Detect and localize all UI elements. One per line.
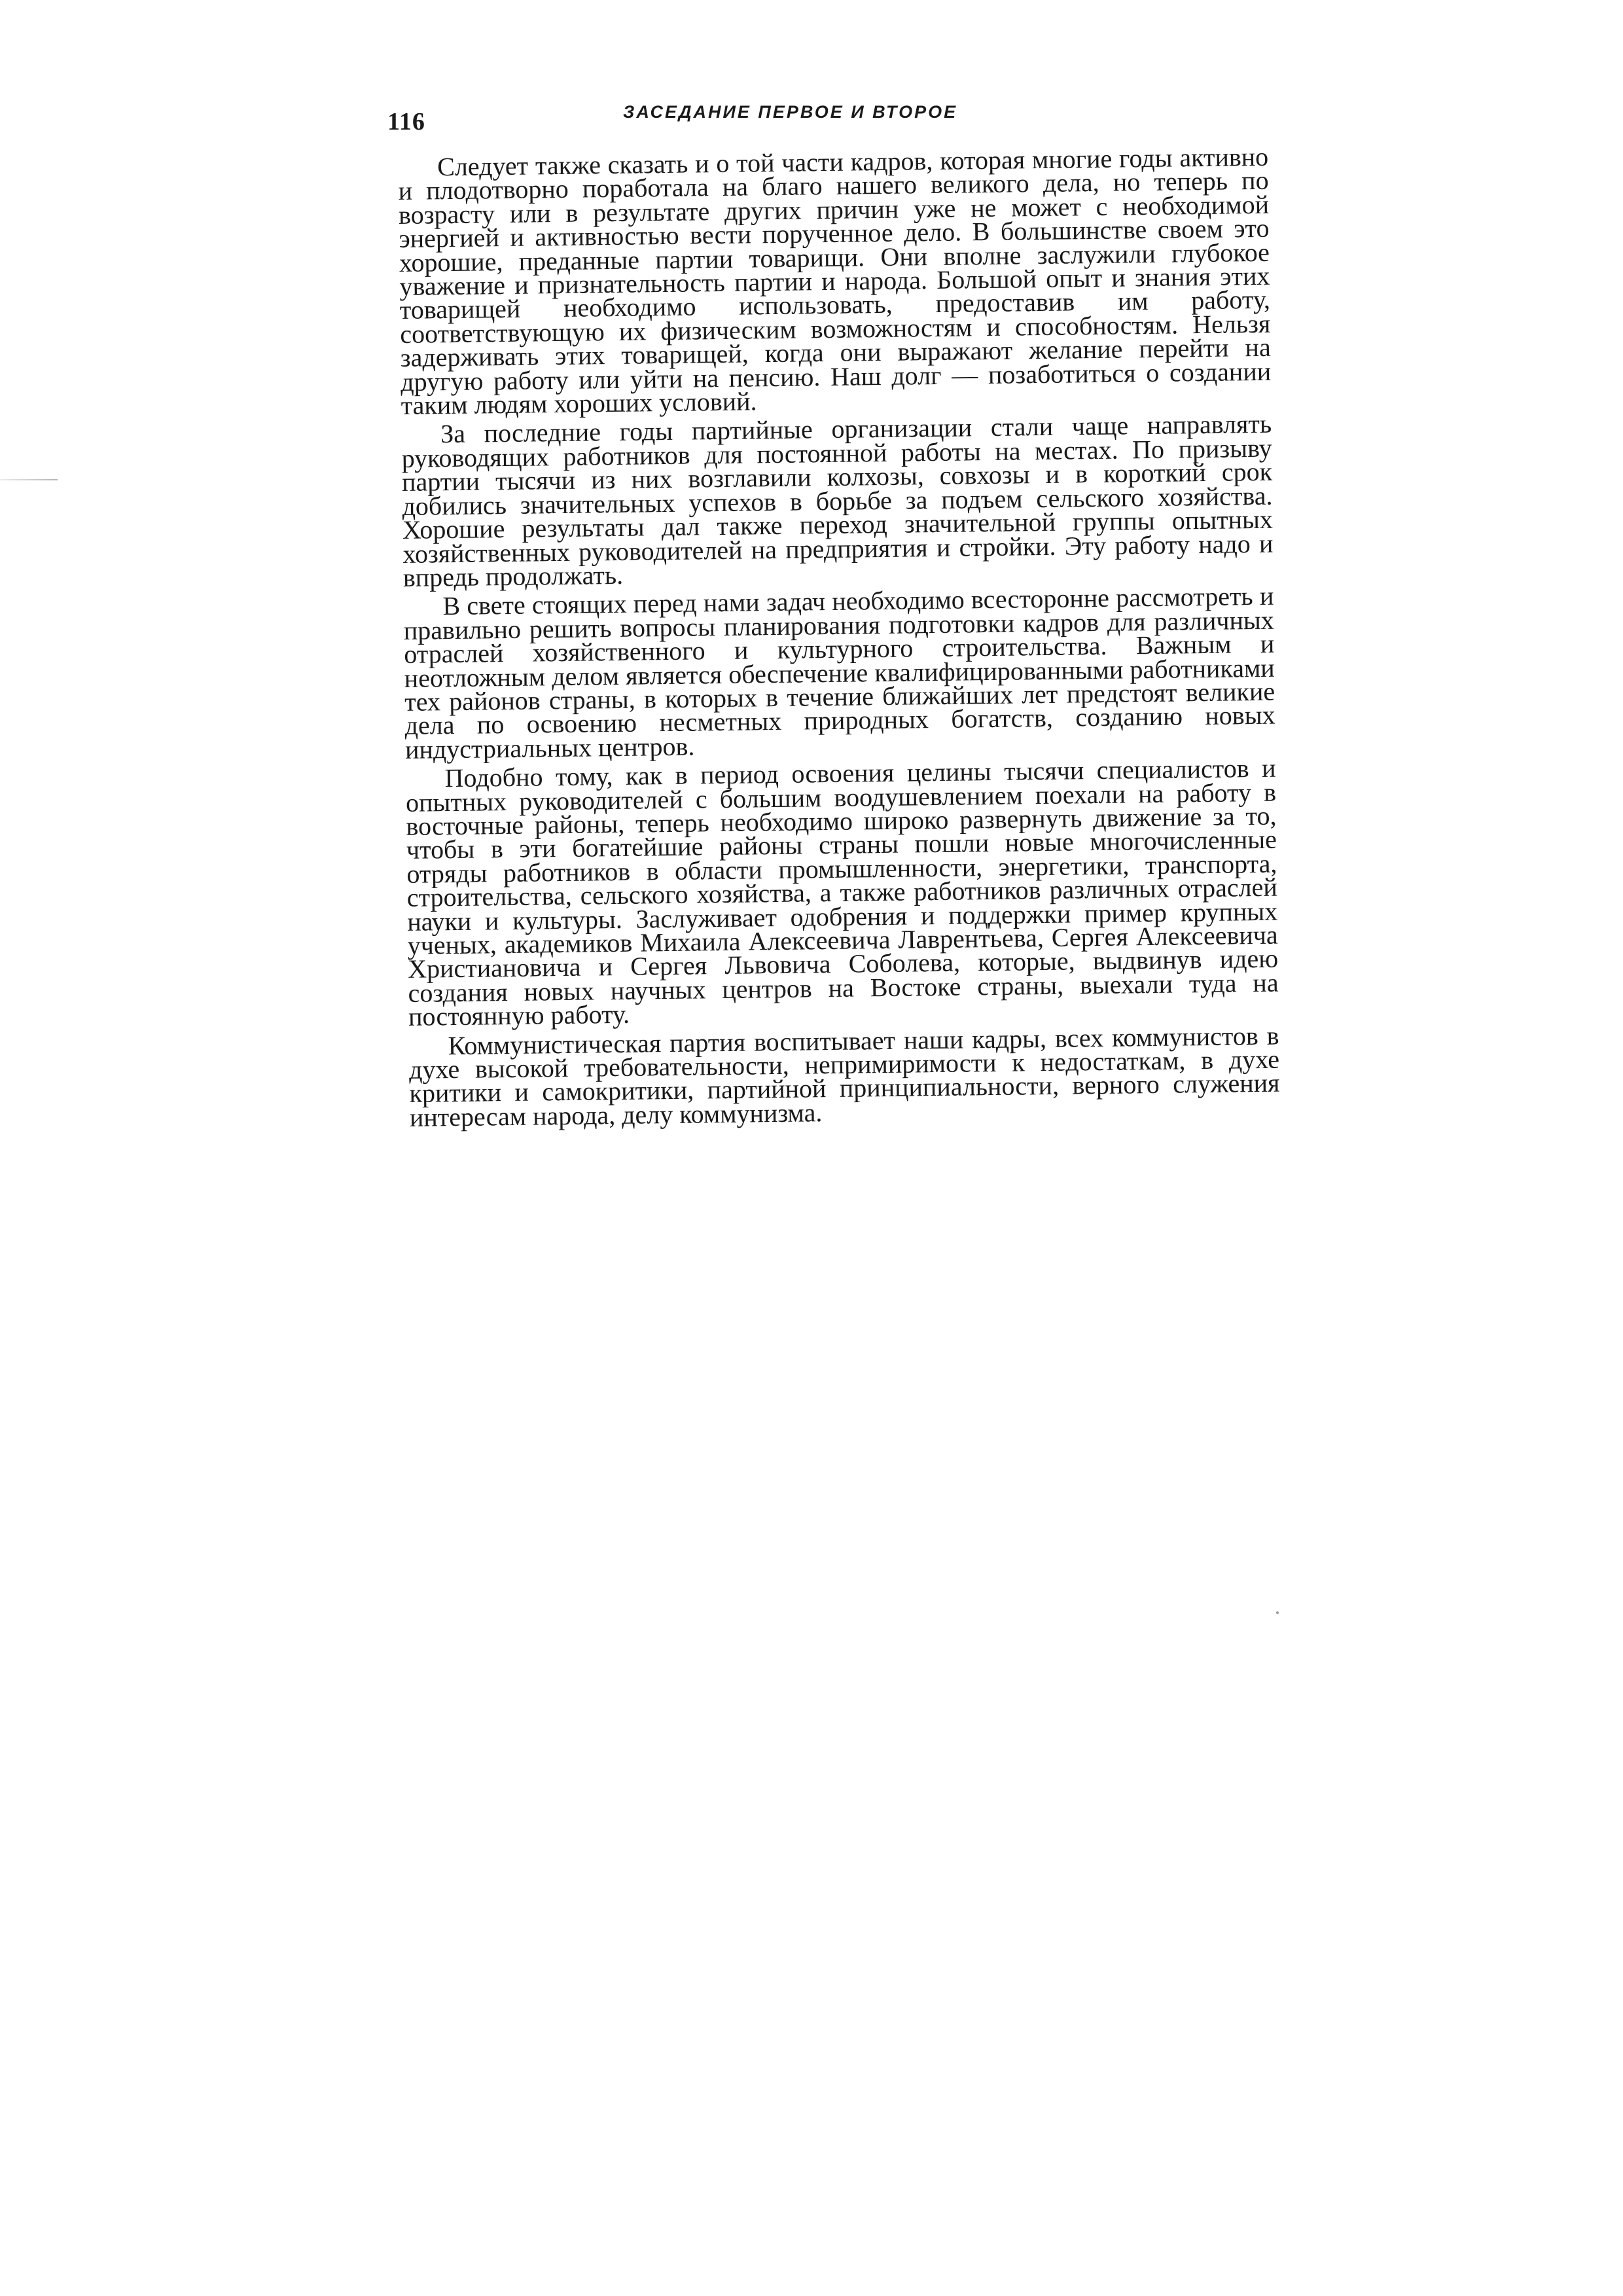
section-title: ЗАСЕДАНИЕ ПЕРВОЕ И ВТОРОЕ <box>623 102 958 122</box>
paragraph-5: Коммунистическая партия воспитывает наши кадры, всех коммунистов в духе высокой требовательности, непримиримости к недостаткам, в духе критики и самокритики, партийной принципиальности, верного служения интересам народа, делу коммунизма. <box>408 1020 1280 1132</box>
running-head <box>387 98 1277 137</box>
paragraph-4: Подобно тому, как в период освоения целины тысячи специалистов и опытных руководителей с большим воодушевлением поехали на работу в восточные районы, теперь необходимо широко развернуть движение за то, чтобы в эти богатейшие районы страны пошли новые многочисленные отряды работников в области промышленности, энергетики, транспорта, строительства, сельского хозяйства, а также работников различных отраслей науки и культуры. Заслуживает одобрения и поддержки пример крупных ученых, академиков Михаила Алексеевича Лаврентьева, Сергея Алексеевича Христиановича и Сергея Львовича Соболева, которые, выдвинув идею создания новых научных центров на Востоке страны, выехали туда на постоянную работу. <box>405 753 1279 1032</box>
body-text <box>398 141 1280 1135</box>
paragraph-3: В свете стоящих перед нами задач необходимо всесторонне рассмотреть и правильно решить вопросы планирования подготовки кадров для различных отраслей хозяйственного и культурного строительства. Важным и неотложным делом является обеспечение квалифицированными работниками тех районов страны, в которых в течение ближайших лет предстоят великие дела по освоению несметных природных богатств, созданию новых индустриальных центров. <box>403 581 1275 764</box>
scan-edge-mark <box>0 479 58 480</box>
paragraph-2: За последние годы партийные организации стали чаще направлять руководящих работников для постоянной работы на местах. По призыву партии тысячи из них возглавили колхозы, совхозы и в короткий срок добились значительных успехов в борьбе за подъем сельского хозяйства. Хорошие результаты дал также переход значительной группы опытных хозяйственных руководителей на предприятия и стройки. Эту работу надо и впредь продолжать. <box>401 409 1274 592</box>
scan-speck <box>1276 1611 1279 1614</box>
page-number: 116 <box>387 108 425 135</box>
paragraph-1: Следует также сказать и о той части кадров, которая многие годы активно и плодотворно поработала на благо нашего великого дела, но теперь по возрасту или в результате других причин уже не может с необходимой энергией и активностью вести порученное дело. В большинстве своем это хорошие, преданные партии товарищи. Они вполне заслужили глубокое уважение и признательность партии и народа. Большой опыт и знания этих товарищей необходимо использовать, предоставив им работу, соответствующую их физическим возможностям и способностям. Нельзя задерживать этих товарищей, когда они выражают желание перейти на другую работу или уйти на пенсию. Наш долг — позаботиться о создании таким людям хороших условий. <box>398 141 1272 421</box>
